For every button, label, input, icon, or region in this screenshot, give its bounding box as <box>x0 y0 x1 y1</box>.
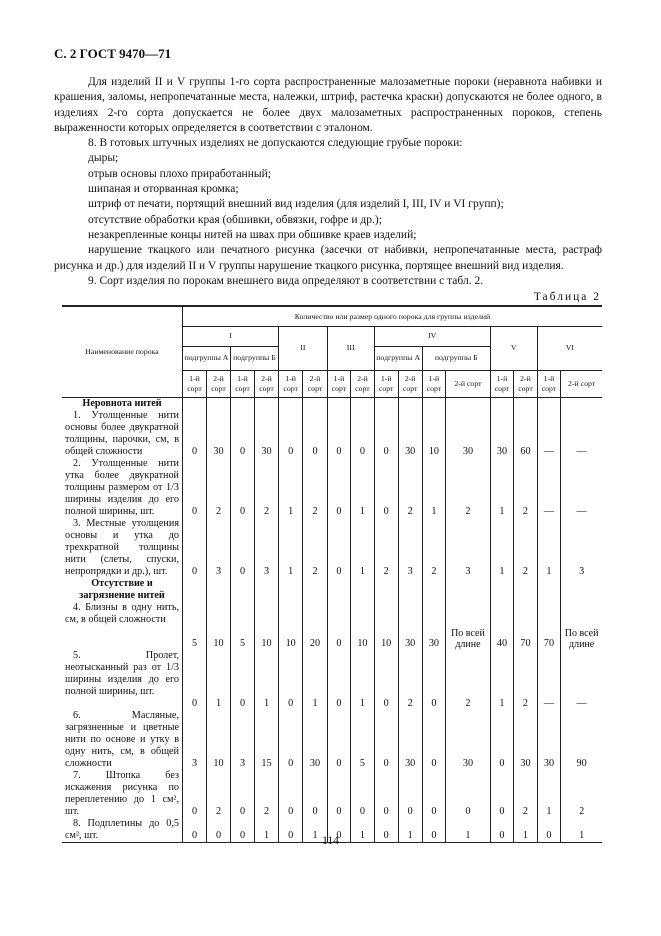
value-cell: 2 <box>207 458 231 518</box>
value-cell: 2 <box>446 458 491 518</box>
value-cell: 0 <box>231 458 255 518</box>
value-cell: 0 <box>278 770 302 818</box>
grade-header: 1-й сорт <box>183 370 207 397</box>
value-cell: 0 <box>327 518 351 578</box>
value-cell: 0 <box>351 770 375 818</box>
table-row <box>62 458 602 518</box>
value-cell: 2 <box>446 650 491 710</box>
value-cell: 2 <box>303 458 327 518</box>
value-cell: 2 <box>398 458 422 518</box>
empty-cell <box>327 578 351 602</box>
table-row <box>62 650 602 710</box>
value-cell: 0 <box>374 458 398 518</box>
value-cell: 30 <box>207 410 231 458</box>
defect-description-text: 3. Местные утолщения основы и утка до трехкратной толщины нити (слеты, спуски, непропрядки и др.), шт. <box>65 517 180 577</box>
empty-cell <box>537 397 561 410</box>
value-cell: 2 <box>514 518 538 578</box>
value-cell: 2 <box>254 770 278 818</box>
empty-cell <box>278 397 302 410</box>
value-cell: 0 <box>351 410 375 458</box>
group-header-I: I <box>183 326 279 346</box>
grade-header: 2-й сорт <box>207 370 231 397</box>
paragraph: Для изделий II и V группы 1-го сорта распространенные малозаметные пороки (неравнота набивки и крашения, заломы, непропечатанные места, належки, штриф, растечка краски) допускаются не более одного, в изделиях 2-го сорта допускается не более двух малозаметных распространенных пороков, степень выраженности которых определяется в соответствии с эталоном. <box>54 76 602 134</box>
value-cell: 30 <box>303 710 327 770</box>
defect-description <box>62 650 183 710</box>
grade-header: 2-й сорт <box>561 370 602 397</box>
value-cell: 0 <box>183 770 207 818</box>
table-row <box>62 770 602 818</box>
defect-description-text: 7. Штопка без искажения рисунка по переплетению до 1 см², шт. <box>65 769 180 817</box>
value-cell: 1 <box>278 458 302 518</box>
value-cell: 1 <box>514 818 538 843</box>
defect-description-text: 5. Пролет, неотысканный раз от 1/3 ширины изделия до его полной ширины, шт. <box>65 649 180 697</box>
value-cell: 0 <box>183 650 207 710</box>
subgroup-a-IV: подгруппы А <box>374 346 422 370</box>
value-cell: 0 <box>374 650 398 710</box>
table-row <box>62 710 602 770</box>
value-cell: 0 <box>303 770 327 818</box>
value-cell: 30 <box>398 602 422 650</box>
value-cell: По всей длине <box>561 602 602 650</box>
value-cell: 3 <box>207 518 231 578</box>
grade-header: 2-й сорт <box>351 370 375 397</box>
value-cell: 40 <box>490 602 514 650</box>
value-cell: 1 <box>254 650 278 710</box>
subgroup-a-I: подгруппы А <box>183 346 231 370</box>
empty-cell <box>254 578 278 602</box>
empty-cell <box>374 578 398 602</box>
paragraph: нарушение ткацкого или печатного рисунка (засечки от набивки, непропечатанные места, растраф рисунка и др.) для изделий II и V группы нарушение ткацкого рисунка, портящее внешний вид изделия. <box>54 244 602 272</box>
value-cell: 3 <box>446 518 491 578</box>
value-cell: 3 <box>183 710 207 770</box>
paragraph: 8. В готовых штучных изделиях не допускаются следующие грубые пороки: <box>88 137 463 150</box>
value-cell: 0 <box>398 770 422 818</box>
value-cell: 1 <box>254 818 278 843</box>
group-header-II: II <box>278 326 327 370</box>
value-cell: 0 <box>327 410 351 458</box>
value-cell: 70 <box>514 602 538 650</box>
empty-cell <box>231 578 255 602</box>
grade-header: 1-й сорт <box>422 370 446 397</box>
group-header-VI: VI <box>537 326 602 370</box>
value-cell: 10 <box>278 602 302 650</box>
empty-cell <box>351 397 375 410</box>
empty-cell <box>207 397 231 410</box>
grade-header: 2-й сорт <box>514 370 538 397</box>
value-cell: 0 <box>374 818 398 843</box>
empty-cell <box>422 578 446 602</box>
value-cell: 10 <box>207 710 231 770</box>
value-cell: 2 <box>514 770 538 818</box>
grade-header: 1-й сорт <box>231 370 255 397</box>
value-cell: — <box>561 410 602 458</box>
paragraph: незакрепленные концы нитей на швах при обшивке краев изделий; <box>88 228 417 241</box>
grade-header: 2-й сорт <box>303 370 327 397</box>
paragraph: шипаная и оторванная кромка; <box>88 183 239 196</box>
table-row <box>62 518 602 578</box>
value-cell: 0 <box>422 650 446 710</box>
grade-header: 1-й сорт <box>278 370 302 397</box>
value-cell: 0 <box>422 710 446 770</box>
value-cell: 1 <box>561 818 602 843</box>
value-cell: 2 <box>422 518 446 578</box>
value-cell: 1 <box>537 518 561 578</box>
grade-header: 2-й сорт <box>446 370 491 397</box>
value-cell: 0 <box>446 770 491 818</box>
page-number: 114 <box>322 835 339 847</box>
value-cell: 0 <box>374 710 398 770</box>
empty-cell <box>327 397 351 410</box>
subgroup-b-IV: подгруппы Б <box>422 346 490 370</box>
grade-header: 2-й сорт <box>254 370 278 397</box>
value-cell: 1 <box>278 518 302 578</box>
section-row <box>62 397 602 410</box>
value-cell: 30 <box>422 602 446 650</box>
value-cell: 1 <box>490 458 514 518</box>
value-cell: 0 <box>207 818 231 843</box>
defect-description-text: 8. Подплетины до 0,5 см², шт. <box>65 817 180 841</box>
empty-cell <box>398 397 422 410</box>
value-cell: — <box>561 458 602 518</box>
defect-description-text: 6. Масляные, загрязненные и цветные нити по основе и утку в одну нить, см, в общей сложности <box>65 709 180 769</box>
value-cell: 3 <box>561 518 602 578</box>
defect-description <box>62 710 183 770</box>
value-cell: 1 <box>490 518 514 578</box>
empty-cell <box>254 397 278 410</box>
value-cell: 1 <box>303 650 327 710</box>
empty-cell <box>374 397 398 410</box>
body-text <box>54 75 602 289</box>
value-cell: По всей длине <box>446 602 491 650</box>
empty-cell <box>490 397 514 410</box>
empty-cell <box>303 397 327 410</box>
value-cell: 10 <box>254 602 278 650</box>
value-cell: 0 <box>327 770 351 818</box>
empty-cell <box>446 397 491 410</box>
page-header: С. 2 ГОСТ 9470—71 <box>54 46 172 61</box>
value-cell: 30 <box>514 710 538 770</box>
empty-cell <box>561 578 602 602</box>
value-cell: 0 <box>183 518 207 578</box>
table-caption: Таблица 2 <box>533 291 601 303</box>
value-cell: 3 <box>254 518 278 578</box>
value-cell: 0 <box>278 710 302 770</box>
empty-cell <box>278 578 302 602</box>
empty-cell <box>207 578 231 602</box>
name-column-header: Наименование порока <box>62 306 183 397</box>
value-cell: 30 <box>254 410 278 458</box>
value-cell: — <box>561 650 602 710</box>
value-cell: 1 <box>398 818 422 843</box>
value-cell: 0 <box>490 710 514 770</box>
value-cell: 2 <box>374 518 398 578</box>
value-cell: 0 <box>231 818 255 843</box>
defect-description <box>62 458 183 518</box>
defect-description <box>62 410 183 458</box>
value-cell: 2 <box>303 518 327 578</box>
defect-description <box>62 770 183 818</box>
value-cell: 5 <box>231 602 255 650</box>
value-cell: 0 <box>422 818 446 843</box>
empty-cell <box>183 397 207 410</box>
value-cell: — <box>537 650 561 710</box>
empty-cell <box>398 578 422 602</box>
empty-cell <box>303 578 327 602</box>
value-cell: 0 <box>327 458 351 518</box>
value-cell: 90 <box>561 710 602 770</box>
value-cell: 0 <box>327 818 351 843</box>
defect-description-text: 4. Близны в одну нить, см, в общей сложности <box>65 601 180 625</box>
empty-cell <box>490 578 514 602</box>
empty-cell <box>537 578 561 602</box>
value-cell: 2 <box>561 770 602 818</box>
value-cell: 0 <box>231 518 255 578</box>
value-cell: 0 <box>327 650 351 710</box>
value-cell: 30 <box>446 410 491 458</box>
value-cell: 0 <box>231 770 255 818</box>
section-label: Отсутствие и загрязнение нитей <box>62 578 183 602</box>
quantity-header: Количество или размер одного порока для группы изделий <box>183 306 602 326</box>
group-header-V: V <box>490 326 537 370</box>
defect-description <box>62 518 183 578</box>
subgroup-b-I: подгруппы Б <box>231 346 279 370</box>
value-cell: 1 <box>490 650 514 710</box>
value-cell: 30 <box>490 410 514 458</box>
value-cell: — <box>537 458 561 518</box>
value-cell: 70 <box>537 602 561 650</box>
value-cell: 0 <box>374 770 398 818</box>
empty-cell <box>422 397 446 410</box>
value-cell: 0 <box>183 410 207 458</box>
value-cell: 0 <box>490 818 514 843</box>
value-cell: 0 <box>278 818 302 843</box>
value-cell: 0 <box>374 410 398 458</box>
defect-description-text: 1. Утолщенные нити основы более двукратной толщины, парочки, см, в общей сложности <box>65 409 180 457</box>
value-cell: 1 <box>537 770 561 818</box>
empty-cell <box>514 397 538 410</box>
group-header-III: III <box>327 326 374 370</box>
paragraph: 9. Сорт изделия по порокам внешнего вида определяют в соответствии с табл. 2. <box>88 274 484 287</box>
value-cell: 2 <box>207 770 231 818</box>
value-cell: 0 <box>327 602 351 650</box>
value-cell: 1 <box>351 818 375 843</box>
value-cell: 20 <box>303 602 327 650</box>
value-cell: 0 <box>537 818 561 843</box>
value-cell: 10 <box>422 410 446 458</box>
value-cell: 10 <box>374 602 398 650</box>
value-cell: 1 <box>207 650 231 710</box>
value-cell: 0 <box>490 770 514 818</box>
value-cell: 60 <box>514 410 538 458</box>
value-cell: 15 <box>254 710 278 770</box>
value-cell: 0 <box>231 410 255 458</box>
value-cell: 1 <box>422 458 446 518</box>
defect-description-text: 2. Утолщенные нити утка более двукратной толщины размером от 1/3 ширины изделия до его полной ширины, шт. <box>65 457 180 517</box>
section-row <box>62 578 602 602</box>
value-cell: 10 <box>351 602 375 650</box>
group-header-IV: IV <box>374 326 490 346</box>
value-cell: 1 <box>446 818 491 843</box>
value-cell: 1 <box>303 818 327 843</box>
empty-cell <box>514 578 538 602</box>
value-cell: 0 <box>278 410 302 458</box>
value-cell: 3 <box>231 710 255 770</box>
value-cell: 30 <box>398 410 422 458</box>
table-row <box>62 602 602 650</box>
defects-table <box>62 305 602 843</box>
paragraph: отрыв основы плохо приработанный; <box>88 167 271 180</box>
value-cell: 1 <box>351 518 375 578</box>
grade-header: 1-й сорт <box>537 370 561 397</box>
value-cell: 30 <box>446 710 491 770</box>
value-cell: 2 <box>398 650 422 710</box>
value-cell: — <box>537 410 561 458</box>
value-cell: 0 <box>183 458 207 518</box>
value-cell: 3 <box>398 518 422 578</box>
empty-cell <box>561 397 602 410</box>
value-cell: 0 <box>303 410 327 458</box>
paragraph: отсутствие обработки края (обшивки, обвязки, гофре и др.); <box>88 213 382 226</box>
value-cell: 5 <box>183 602 207 650</box>
value-cell: 0 <box>183 818 207 843</box>
empty-cell <box>351 578 375 602</box>
empty-cell <box>183 578 207 602</box>
defect-description <box>62 602 183 650</box>
grade-header: 1-й сорт <box>374 370 398 397</box>
paragraph: штриф от печати, портящий внешний вид изделия (для изделий I, III, IV и VI групп); <box>88 198 504 211</box>
value-cell: 30 <box>537 710 561 770</box>
value-cell: 0 <box>231 650 255 710</box>
empty-cell <box>231 397 255 410</box>
grade-header: 1-й сорт <box>327 370 351 397</box>
value-cell: 2 <box>514 650 538 710</box>
value-cell: 0 <box>278 650 302 710</box>
grade-header: 1-й сорт <box>490 370 514 397</box>
empty-cell <box>446 578 491 602</box>
value-cell: 30 <box>398 710 422 770</box>
value-cell: 2 <box>514 458 538 518</box>
table-row <box>62 410 602 458</box>
paragraph: дыры; <box>88 152 119 165</box>
value-cell: 0 <box>422 770 446 818</box>
value-cell: 0 <box>327 710 351 770</box>
value-cell: 1 <box>351 650 375 710</box>
value-cell: 1 <box>351 458 375 518</box>
value-cell: 2 <box>254 458 278 518</box>
section-label: Неровнота нитей <box>62 397 183 410</box>
value-cell: 5 <box>351 710 375 770</box>
value-cell: 10 <box>207 602 231 650</box>
grade-header: 2-й сорт <box>398 370 422 397</box>
